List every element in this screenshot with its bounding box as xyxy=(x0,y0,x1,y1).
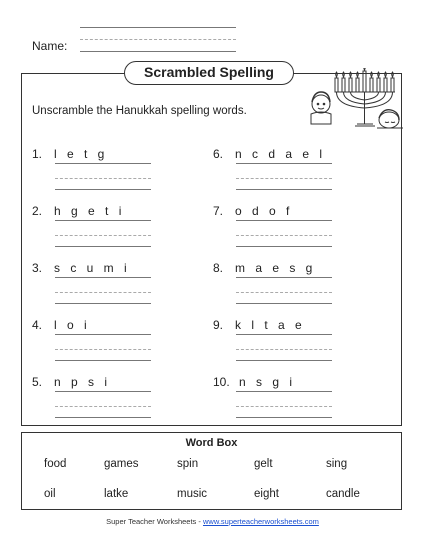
problem-number: 5. xyxy=(32,375,43,389)
word-box-item: food xyxy=(44,458,67,470)
scrambled-word: s c u m i xyxy=(54,261,131,275)
problem-number: 4. xyxy=(32,318,43,332)
answer-line[interactable] xyxy=(55,303,151,304)
scrambled-word: l e t g xyxy=(54,147,108,161)
word-box-item: spin xyxy=(177,458,199,470)
answer-guide-line xyxy=(236,349,332,350)
answer-line[interactable] xyxy=(55,334,151,335)
answer-line[interactable] xyxy=(236,189,332,190)
problem-3 xyxy=(32,261,192,307)
answer-guide-line xyxy=(236,178,332,179)
instructions: Unscramble the Hanukkah spelling words. xyxy=(32,105,247,117)
problem-number: 3. xyxy=(32,261,43,275)
answer-line[interactable] xyxy=(236,303,332,304)
name-label: Name: xyxy=(32,39,68,53)
answer-guide-line xyxy=(55,178,151,179)
problem-number: 7. xyxy=(213,204,224,218)
problem-9 xyxy=(213,318,373,364)
problem-2 xyxy=(32,204,192,250)
answer-line[interactable] xyxy=(236,334,332,335)
word-box-item: sing xyxy=(326,458,348,470)
problem-10 xyxy=(213,375,373,421)
footer-link[interactable]: www.superteacherworksheets.com xyxy=(202,517,319,526)
scrambled-word: l o i xyxy=(54,318,91,332)
answer-line[interactable] xyxy=(55,189,151,190)
answer-line[interactable] xyxy=(55,246,151,247)
answer-line[interactable] xyxy=(55,220,151,221)
problem-1 xyxy=(32,147,192,193)
problem-number: 8. xyxy=(213,261,224,275)
answer-line[interactable] xyxy=(236,360,332,361)
answer-line[interactable] xyxy=(236,277,332,278)
word-box-title: Word Box xyxy=(185,437,238,449)
answer-guide-line xyxy=(55,349,151,350)
problem-number: 10. xyxy=(213,375,230,389)
name-block xyxy=(32,27,242,57)
word-box-item: games xyxy=(104,458,139,470)
answer-line[interactable] xyxy=(236,246,332,247)
answer-guide-line xyxy=(236,235,332,236)
answer-line[interactable] xyxy=(236,163,332,164)
problem-number: 2. xyxy=(32,204,43,218)
answer-line[interactable] xyxy=(55,277,151,278)
answer-line[interactable] xyxy=(236,417,332,418)
footer-prefix: Super Teacher Worksheets - xyxy=(106,517,203,526)
scrambled-word: h g e t i xyxy=(54,204,125,218)
scrambled-word: k l t a e xyxy=(235,318,306,332)
scrambled-word: n c d a e l xyxy=(235,147,326,161)
name-field[interactable] xyxy=(80,51,236,52)
answer-line[interactable] xyxy=(55,360,151,361)
name-line-mid xyxy=(80,39,236,40)
answer-guide-line xyxy=(236,406,332,407)
problem-4 xyxy=(32,318,192,364)
answer-guide-line xyxy=(55,292,151,293)
problem-5 xyxy=(32,375,192,421)
word-box-item: gelt xyxy=(254,458,273,470)
answer-line[interactable] xyxy=(55,417,151,418)
problem-7 xyxy=(213,204,373,250)
answer-line[interactable] xyxy=(236,391,332,392)
word-box-item: music xyxy=(177,488,208,500)
problem-number: 9. xyxy=(213,318,224,332)
footer xyxy=(0,517,425,526)
answer-guide-line xyxy=(55,406,151,407)
problem-6 xyxy=(213,147,373,193)
problem-8 xyxy=(213,261,373,307)
scrambled-word: n p s i xyxy=(54,375,111,389)
answer-guide-line xyxy=(236,292,332,293)
worksheet-frame xyxy=(21,64,402,426)
scrambled-word: n s g i xyxy=(239,375,296,389)
word-box-item: latke xyxy=(104,488,129,500)
answer-guide-line xyxy=(55,235,151,236)
scrambled-word: o d o f xyxy=(235,204,293,218)
word-box-item: oil xyxy=(44,488,56,500)
word-box xyxy=(21,432,402,510)
name-line-top xyxy=(80,27,236,28)
answer-line[interactable] xyxy=(55,391,151,392)
scrambled-word: m a e s g xyxy=(235,261,316,275)
answer-line[interactable] xyxy=(236,220,332,221)
word-box-item: eight xyxy=(254,488,279,500)
problem-number: 1. xyxy=(32,147,43,161)
problem-number: 6. xyxy=(213,147,224,161)
worksheet-title: Scrambled Spelling xyxy=(124,61,294,85)
answer-line[interactable] xyxy=(55,163,151,164)
word-box-item: candle xyxy=(326,488,360,500)
menorah-with-children-icon xyxy=(307,68,403,134)
